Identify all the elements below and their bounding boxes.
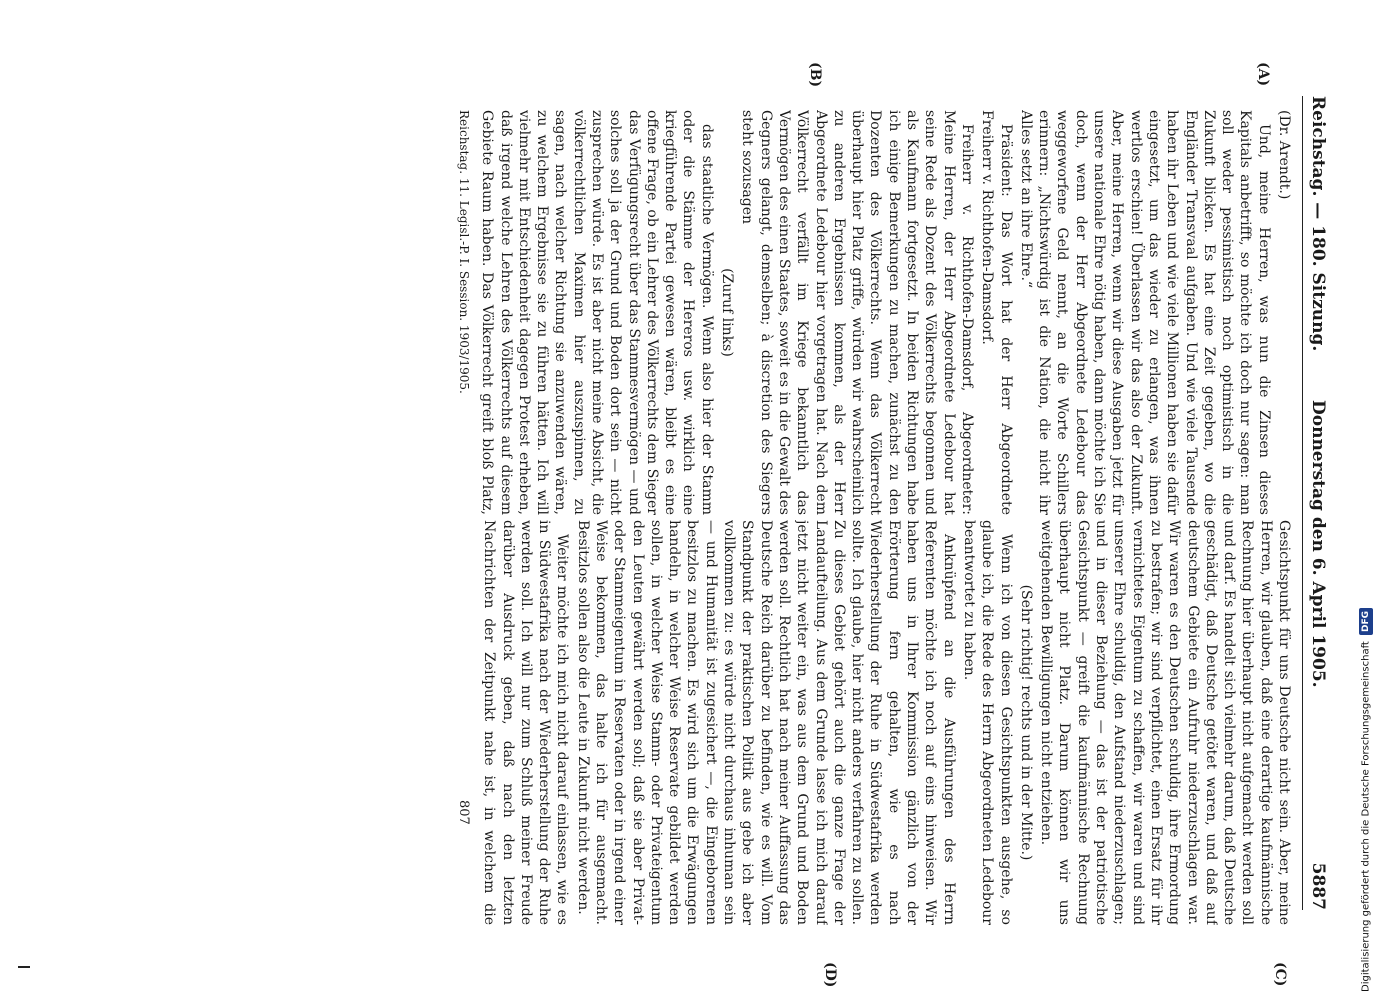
paragraph: Präsident: Das Wort hat der Herr Abgeordnete Freiherr v. Richthofen-Damsdorf. bbox=[979, 110, 1014, 515]
running-head-date: Donnerstag den 6. April 1905. bbox=[1308, 400, 1328, 688]
paragraph: Freiherr v. Richthofen-Damsdorf, Abgeordneter: Meine Herren, der Herr Abgeordnete Ledebour hat seine Rede als Dozent des Völkerrechts begonnen und als Kaufmann fortgesetzt. In beiden Richtungen habe ich einige Bemerkungen zu machen, zunächst zu den Dozenten des Völkerrechts. Wenn das Völkerrecht überhaupt hier Platz griffe, würden wir wahrscheinlich zu anderen Ergebnissen kommen, als der Herr Abgeordnete Ledebour hier vorgetragen hat. Nach dem Völkerrecht verfällt im Kriege bekanntlich das Vermögen des einen Staates, soweit es in die Gewalt des Gegners gelangt, demselben; à discretion des Siegers steht sozusagen bbox=[739, 110, 975, 515]
digitization-credit bbox=[1352, 8, 1380, 992]
interjection: (Zuruf links) bbox=[719, 268, 736, 357]
paragraph: Und, meine Herren, was nun die Zinsen dieses Kapitals anbetrifft, so möchte ich doch nur sagen: man soll weder pessimistisch noch optimistisch in die Zukunft blicken. Es hat eine Zeit gegeben, wo die Engländer Transvaal aufgaben. Und wie viele Tausende haben ihr Leben und wie viele Millionen haben sie dafür eingesetzt, um das wieder zu erlangen, was ihnen wertlos erschien! Überlassen wir das also der Zukunft. Aber, meine Herren, wenn wir diese Ausgaben jetzt für unsere nationale Ehre nötig haben, dann möchte ich Sie doch, wenn der Herr Abgeordnete Ledebour das weggeworfene Geld nennt, an die Worte Schillers erinnern: „Nichtswürdig ist die Nation, die nicht ihr Alles setzt an ihre Ehre.“ bbox=[1017, 110, 1272, 515]
paragraph: Anknüpfend an die Ausführungen des Herrn Referenten möchte ich noch auf eins hinweisen. Wir haben uns in Ihrer Kommission gänzlich von der Erörterung fern gehalten, wie es nach Wiederherstellung der Ruhe in Südwestafrika werden sollte. Ich glaube, hier nicht anders verfahren zu sollen. Zu dieses Gebiet gehört auch die ganze Frage der Landaufteilung. Aus dem Grunde lasse ich mich darauf jetzt nicht weiter ein, was aus dem Grund und Boden werden soll. Rechtlich hat nach meiner Auffassung das Deutsche Reich darüber zu befinden, wie es will. Vom Standpunkt der praktischen Politik aus gebe ich aber vollkommen zu: es würde nicht durchaus inhuman sein — und Humanität ist zugesichert —, die Eingeborenen besitzlos zu machen. Es wird sich um die Erwägungen handeln, in welcher Weise Reservate gebildet werden sollen, in welcher Weise Stamm- oder Privateigentum den Leuten gewährt werden soll; daß sie aber Privat- oder Stammeigentum in Reservaten oder in irgend einer Weise bekommen, das halte ich für ausgemacht. Besitzlos sollen also die Leute in Zukunft nicht werden. bbox=[574, 520, 957, 925]
running-head-left: Reichstag. — 180. Sitzung. bbox=[1308, 96, 1328, 352]
right-column bbox=[478, 520, 1293, 925]
footer-page-number: 807 bbox=[456, 800, 471, 825]
margin-marker-d: (D) bbox=[822, 962, 838, 988]
page-number: 5887 bbox=[1308, 862, 1328, 910]
header-rule bbox=[1302, 96, 1303, 910]
left-column bbox=[478, 110, 1293, 515]
margin-marker-c: (C) bbox=[1272, 962, 1288, 987]
margin-marker-b: (B) bbox=[807, 62, 823, 88]
paragraph: Weiter möchte ich mich nicht darauf einlassen, wie es in Südwestafrika nach der Wiederherstellung der Ruhe werden soll. Ich will nur zum Schluß meiner Freude darüber Ausdruck geben, daß nach den letzten Nachrichten der Zeitpunkt nahe ist, in welchem die bbox=[481, 520, 571, 925]
edge-mark bbox=[18, 966, 30, 968]
speaker-tag: (Dr. Arendt.) bbox=[1276, 110, 1292, 200]
dfg-logo-icon: DFG bbox=[1359, 608, 1373, 635]
interjection: (Sehr richtig! rechts und in der Mitte.) bbox=[1017, 584, 1034, 861]
credit-text: Digitalisierung gefördert durch die Deutsche Forschungsgemeinschaft bbox=[1360, 641, 1372, 992]
paragraph: Wenn ich von diesen Gesichtspunkten ausgehe, so glaube ich, die Rede des Herrn Abgeordneten Ledebour beantwortet zu haben. bbox=[960, 520, 1014, 925]
paragraph: das staatliche Vermögen. Wenn also hier der Stamm oder die Stämme der Hereros usw. wirklich eine kriegführende Partei gewesen wären, bleibt es eine offene Frage, ob ein Lehrer des Völkerrechts dem Sieger das Verfügungsrecht über das Stammesvermögen — und solches soll ja der Grund und Boden dort sein — nicht zusprechen würde. Es ist aber nicht meine Absicht, die völkerrechtlichen Maximen hier auszuspinnen, zu sagen, nach welcher Richtung sie anzuwenden wären, zu welchem Ergebnisse sie zu führen hätten. Ich will vielmehr mit Entschiedenheit dagegen Protest erheben, daß irgend welche Lehren des Völkerrechts auf diesem Gebiete Raum haben. Das Völkerrecht greift bloß Platz, bbox=[479, 110, 715, 515]
footer-session: Reichstag. 11. Legisl.-P. I. Session. 1903/1905. bbox=[457, 110, 471, 394]
margin-marker-a: (A) bbox=[1255, 62, 1271, 87]
paragraph: Gesichtspunkt für uns Deutsche nicht sein. Aber, meine Herren, wir glauben, daß eine derartige kaufmännische Rechnung hier überhaupt nicht aufgemacht werden soll und darf. Es handelt sich vielmehr darum, daß Deutsche geschädigt, daß Deutsche getötet waren, und daß auf deutschem Gebiete ein Aufruhr niederzuschlagen war. Wir waren es den Deutschen schuldig, ihre Ermordung zu bestrafen; wir sind verpflichtet, einen Ersatz für ihr vernichtetes Eigentum zu schaffen, wir waren und sind unserer Ehre schuldig, den Aufstand niederzuschlagen; und in dieser Beziehung — das ist der patriotische Gesichtspunkt — greift die kaufmännische Rechnung überhaupt nicht Platz. Darum können wir uns weitgehenden Bewilligungen nicht entziehen. bbox=[1038, 520, 1292, 925]
